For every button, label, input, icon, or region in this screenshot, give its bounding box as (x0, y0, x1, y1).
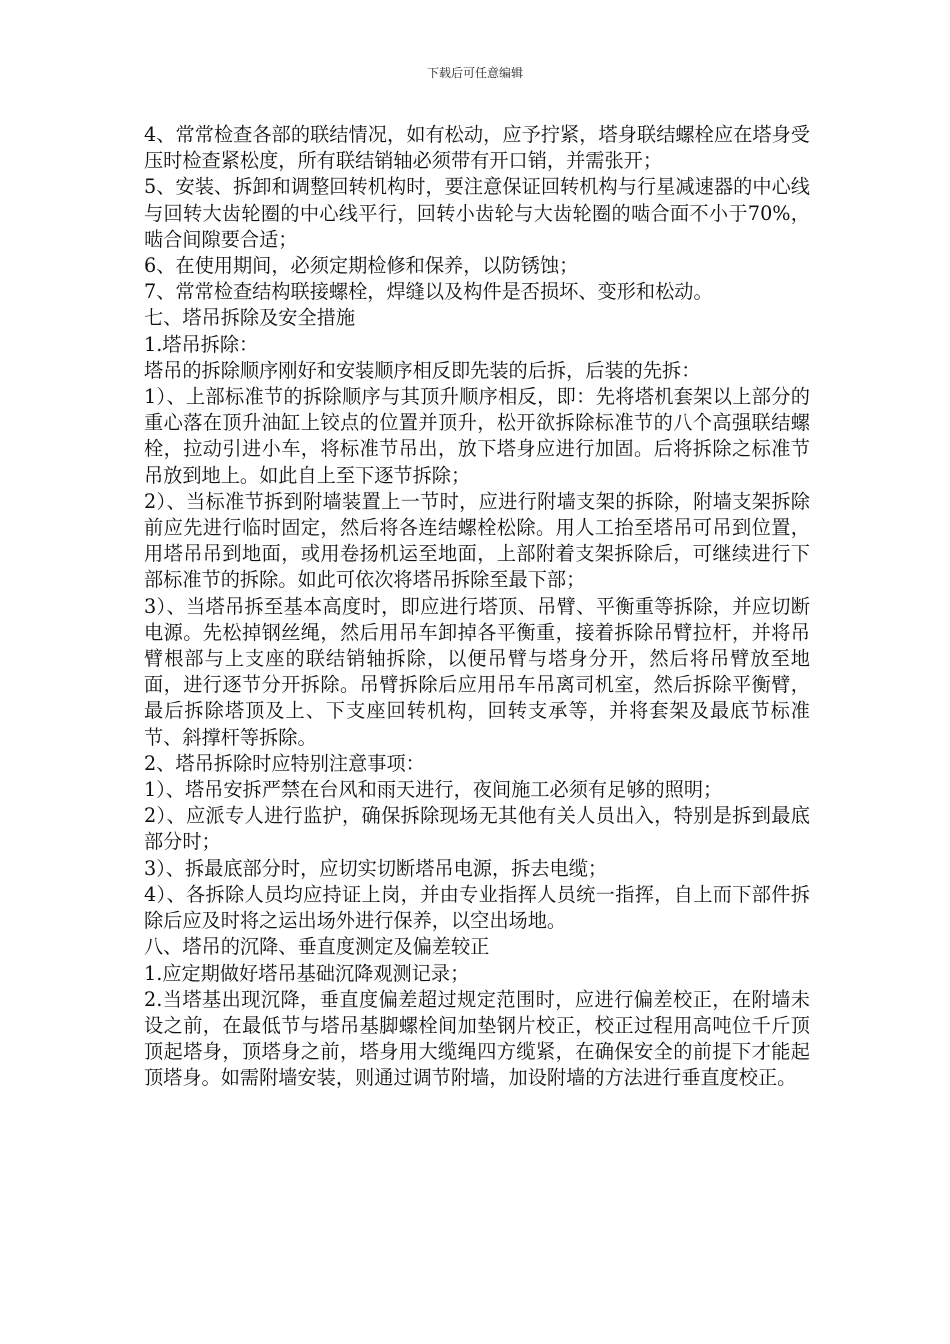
paragraph-maintenance-4: 4、常常检查各部的联结情况，如有松动，应予拧紧，塔身联结螺栓应在塔身受压时检查紧松度，所有联结销轴必须带有开口销，并需张开； (144, 123, 810, 173)
paragraph-maintenance-7: 7、常常检查结构联接螺栓，焊缝以及构件是否损坏、变形和松动。 (144, 280, 713, 304)
paragraph-maintenance-6: 6、在使用期间，必须定期检修和保养，以防锈蚀； (144, 254, 579, 278)
paragraph-dismantle-step-2: 2）、当标准节拆到附墙装置上一节时，应进行附墙支架的拆除，附墙支架拆除前应先进行临时固定，然后将各连结螺栓松除。用人工抬至塔吊可吊到位置，用塔吊吊到地面，或用卷扬机运至地面，上部附着支架拆除后，可继续进行下部标准节的拆除。如此可依次将塔吊拆除至最下部； (144, 489, 810, 592)
paragraph-note-4: 4）、各拆除人员均应持证上岗，并由专业指挥人员统一指挥，自上而下部件拆除后应及时将之运出场外进行保养，以空出场地。 (144, 882, 810, 933)
section-heading-7: 七、塔吊拆除及安全措施 (144, 306, 356, 330)
subsection-heading-dismantle: 1.塔吊拆除： (144, 332, 259, 356)
paragraph-settlement-2: 2.当塔基出现沉降，垂直度偏差超过规定范围时，应进行偏差校正，在附墙未设之前，在最低节与塔吊基脚螺栓间加垫钢片校正，校正过程用高吨位千斤顶顶起塔身，顶塔身之前，塔身用大缆绳四方缆紧，在确保安全的前提下才能起顶塔身。如需附墙安装，则通过调节附墙，加设附墙的方法进行垂直度校正。 (144, 987, 810, 1090)
subsection-heading-notes: 2、塔吊拆除时应特别注意事项： (144, 751, 425, 775)
paragraph-note-1: 1）、塔吊安拆严禁在台风和雨天进行，夜间施工必须有足够的照明； (144, 778, 723, 802)
paragraph-dismantle-step-3: 3）、当塔吊拆至基本高度时，即应进行塔顶、吊臂、平衡重等拆除，并应切断电源。先松掉钢丝绳，然后用吊车卸掉各平衡重，接着拆除吊臂拉杆，并将吊臂根部与上支座的联结销轴拆除，以便吊臂与塔身分开，然后将吊臂放至地面，进行逐节分开拆除。吊臂拆除后应用吊车吊离司机室，然后拆除平衡臂，最后拆除塔顶及上、下支座回转机构，回转支承等，并将套架及最底节标准节、斜撑杆等拆除。 (144, 594, 810, 749)
paragraph-settlement-1: 1.应定期做好塔吊基础沉降观测记录； (144, 961, 470, 985)
paragraph-dismantle-order: 塔吊的拆除顺序刚好和安装顺序相反即先装的后拆，后装的先拆： (144, 358, 701, 382)
paragraph-note-2: 2）、应派专人进行监护，确保拆除现场无其他有关人员出入，特别是拆到最底部分时； (144, 804, 810, 854)
section-heading-8: 八、塔吊的沉降、垂直度测定及偏差较正 (144, 935, 490, 959)
paragraph-maintenance-5: 5、安装、拆卸和调整回转机构时，要注意保证回转机构与行星减速器的中心线与回转大齿轮圈的中心线平行，回转小齿轮与大齿轮圈的啮合面不小于70%，啮合间隙要合适； (144, 175, 810, 251)
document-body (144, 122, 810, 1092)
paragraph-dismantle-step-1: 1）、上部标准节的拆除顺序与其顶升顺序相反，即：先将塔机套架以上部分的重心落在顶升油缸上铰点的位置并顶升，松开欲拆除标准节的八个高强联结螺栓，拉动引进小车，将标准节吊出，放下塔身应进行加固。后将拆除之标准节吊放到地上。如此自上至下逐节拆除； (144, 385, 810, 487)
paragraph-note-3: 3）、拆最底部分时，应切实切断塔吊电源，拆去电缆； (144, 856, 608, 880)
page-header: 下载后可任意编辑 (426, 66, 523, 80)
